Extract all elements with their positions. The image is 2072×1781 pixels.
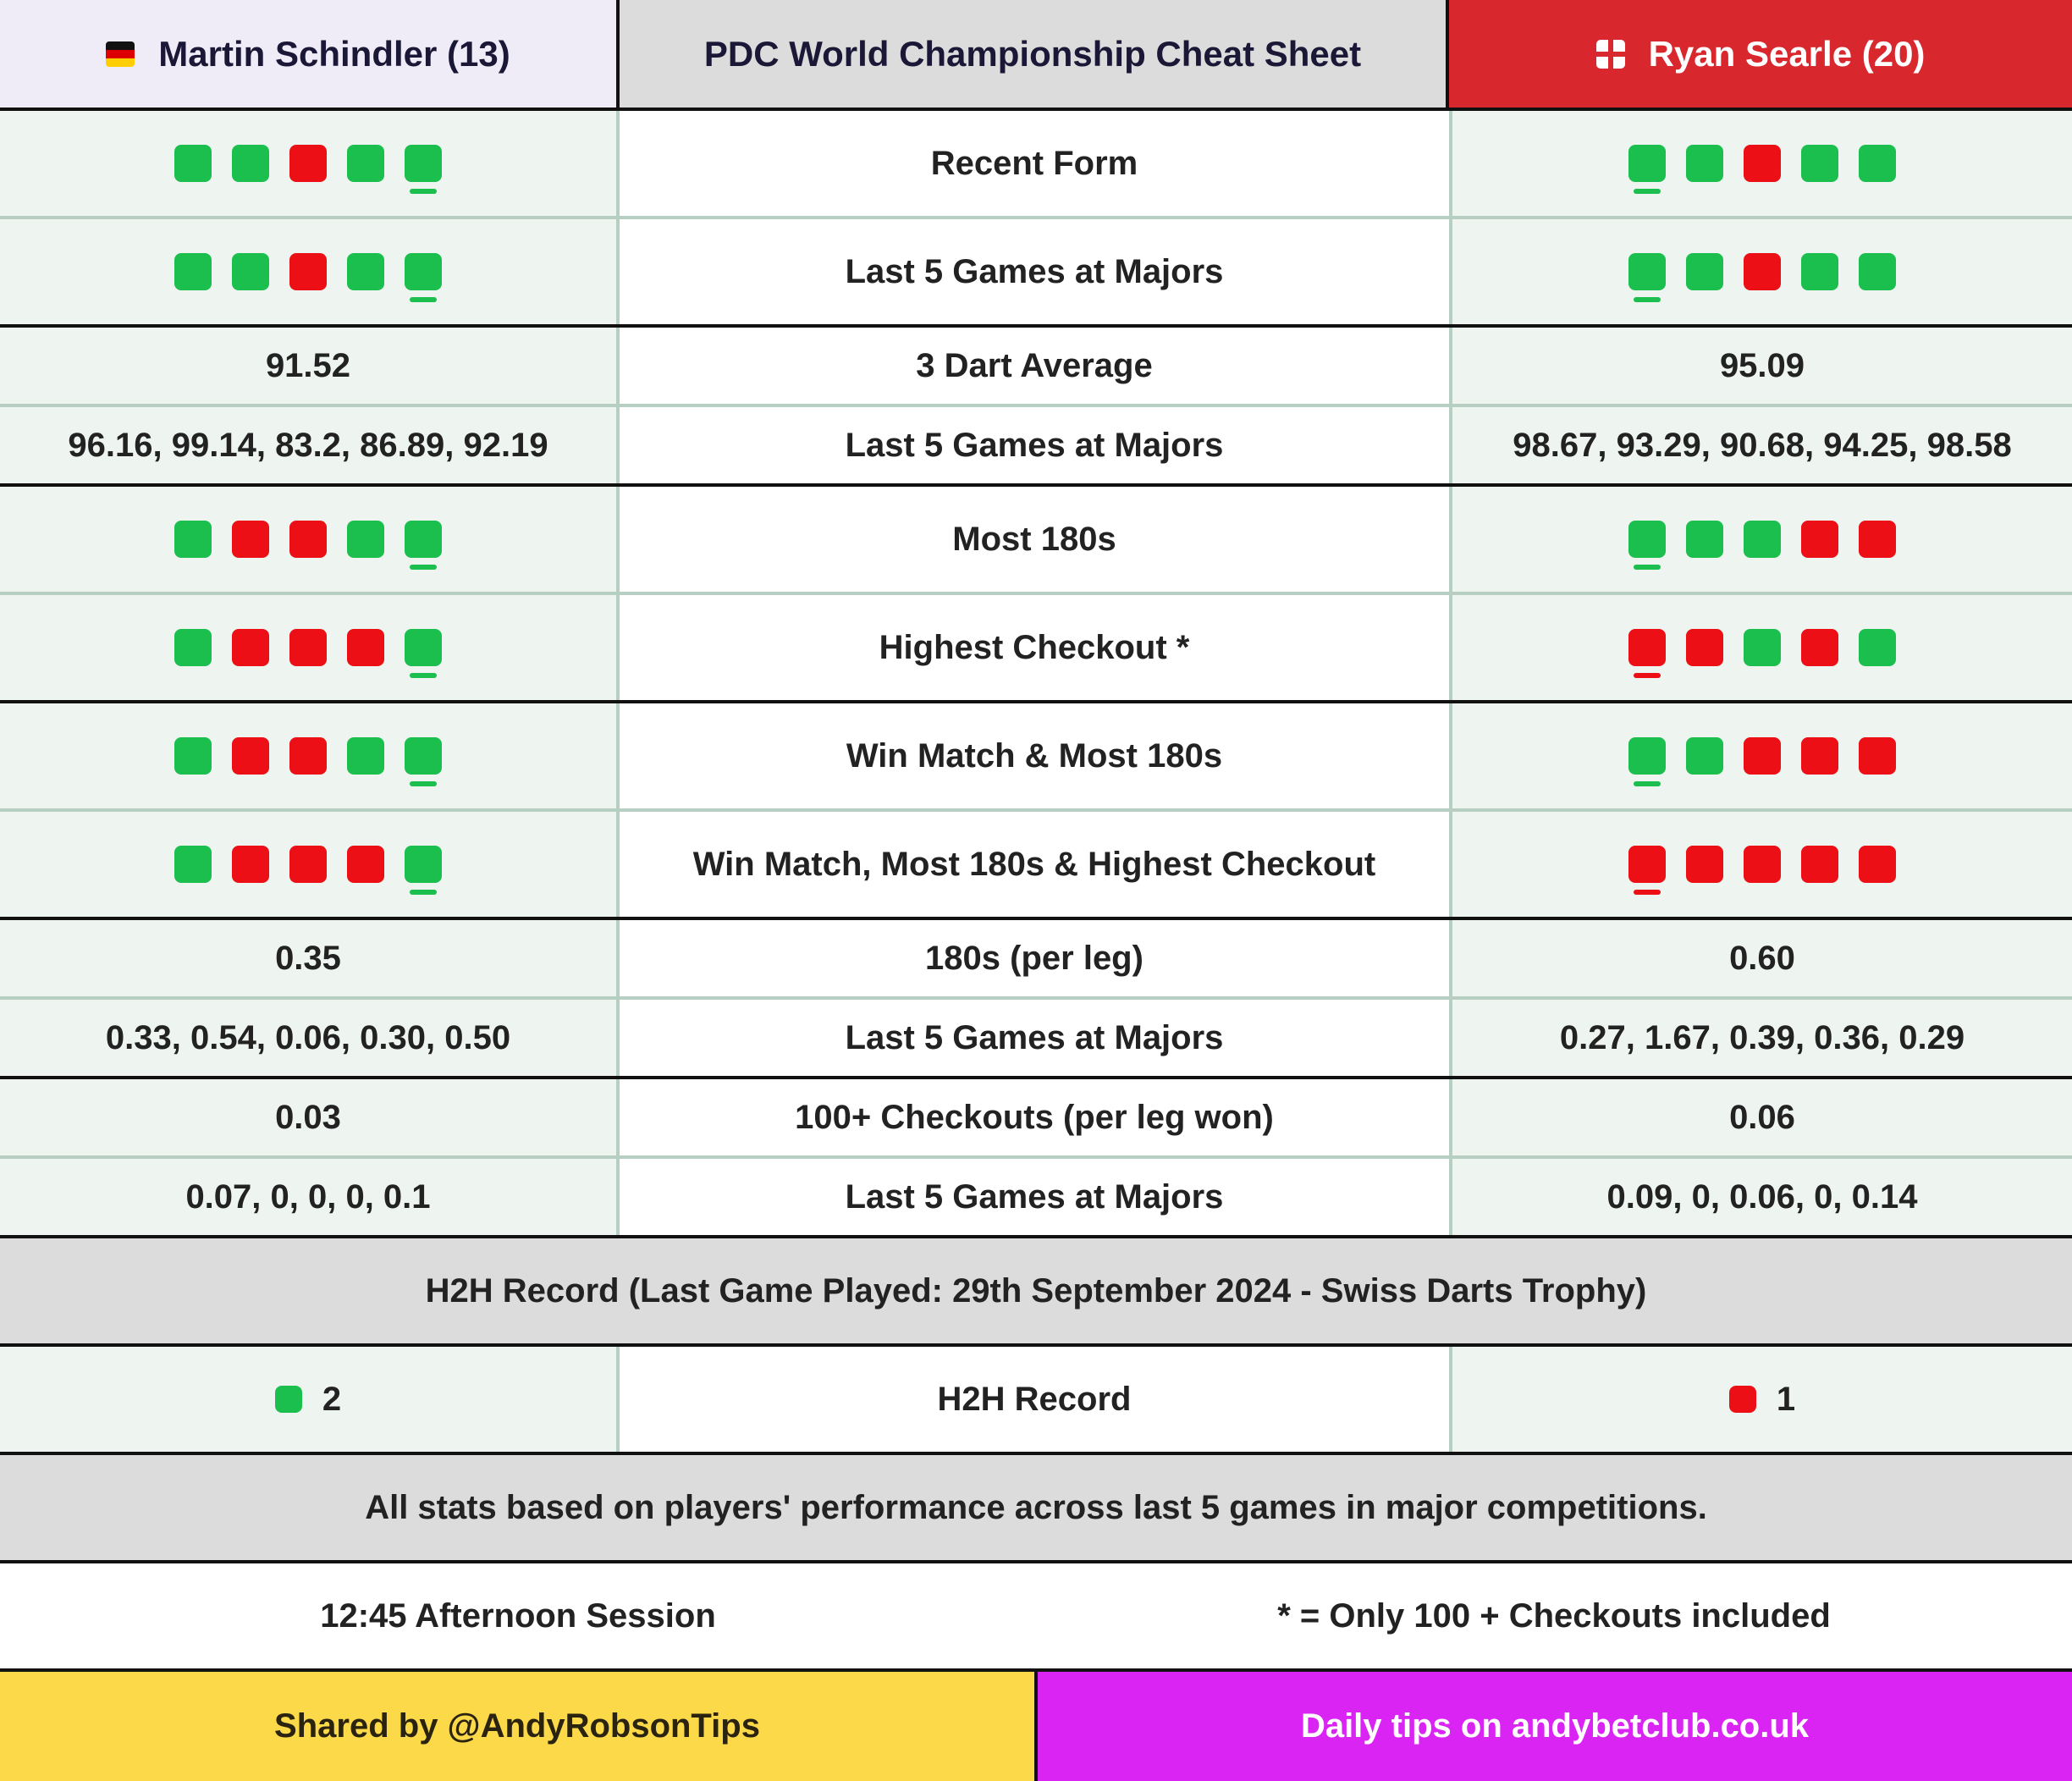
loss-square-icon	[1686, 846, 1723, 883]
win-square-icon	[1801, 145, 1838, 182]
stat-rows	[0, 111, 2072, 1238]
loss-square-icon	[1744, 737, 1781, 775]
loss-square-icon	[232, 846, 269, 883]
stat-row	[0, 111, 2072, 219]
shared-by-link[interactable]: Shared by @AndyRobsonTips	[0, 1672, 1038, 1781]
note-band-text: All stats based on players' performance across last 5 games in major competitions.	[365, 1488, 1707, 1526]
footer-promo-row	[0, 1672, 2072, 1781]
h2h-label: H2H Record	[620, 1347, 1449, 1452]
stat-row	[0, 1159, 2072, 1238]
win-square-icon	[1686, 145, 1723, 182]
left-stat-value: 0.03	[275, 1098, 341, 1136]
h2h-left-value: 2	[322, 1380, 342, 1418]
left-stat	[0, 1000, 620, 1076]
loss-square-icon	[289, 846, 327, 883]
sheet-title: PDC World Championship Cheat Sheet	[620, 0, 1449, 108]
left-stat-value: 0.35	[275, 939, 341, 977]
win-square-icon	[405, 521, 442, 558]
right-stat	[1449, 1079, 2072, 1155]
stat-row	[0, 812, 2072, 920]
loss-square-icon	[289, 629, 327, 666]
right-form-squares	[1449, 487, 2072, 592]
session-text: 12:45 Afternoon Session	[320, 1596, 716, 1635]
right-stat-value: 0.09, 0, 0.06, 0, 0.14	[1606, 1177, 1918, 1216]
right-stat	[1449, 1000, 2072, 1076]
stat-row	[0, 407, 2072, 487]
loss-square-icon	[1628, 629, 1666, 666]
right-form-squares	[1449, 219, 2072, 324]
loss-square-icon	[1686, 629, 1723, 666]
h2h-left	[0, 1347, 620, 1452]
win-square-icon	[347, 253, 384, 290]
win-square-icon	[174, 521, 212, 558]
loss-square-icon	[289, 737, 327, 775]
win-square-icon	[347, 737, 384, 775]
left-stat	[0, 920, 620, 996]
win-square-icon	[1744, 629, 1781, 666]
note-band	[0, 1455, 2072, 1563]
stat-label: 100+ Checkouts (per leg won)	[620, 1079, 1449, 1155]
stat-label: Last 5 Games at Majors	[620, 407, 1449, 483]
win-square-icon	[405, 629, 442, 666]
loss-square-icon	[1729, 1386, 1756, 1413]
stat-row	[0, 328, 2072, 407]
loss-square-icon	[289, 145, 327, 182]
loss-square-icon	[1801, 629, 1838, 666]
right-stat-value: 0.06	[1729, 1098, 1795, 1136]
stat-label: Most 180s	[620, 487, 1449, 592]
left-player-header	[0, 0, 620, 108]
h2h-right	[1449, 1347, 2072, 1452]
h2h-row	[0, 1347, 2072, 1455]
win-square-icon	[1628, 737, 1666, 775]
stat-label: 180s (per leg)	[620, 920, 1449, 996]
win-square-icon	[405, 145, 442, 182]
left-stat-value: 91.52	[265, 346, 351, 384]
win-square-icon	[1628, 253, 1666, 290]
stat-label: Highest Checkout *	[620, 595, 1449, 700]
win-square-icon	[1859, 253, 1896, 290]
right-stat	[1449, 328, 2072, 404]
footnote-text: * = Only 100 + Checkouts included	[1277, 1596, 1831, 1635]
left-stat-value: 0.07, 0, 0, 0, 0.1	[185, 1177, 431, 1216]
win-square-icon	[1686, 521, 1723, 558]
stat-row	[0, 1079, 2072, 1159]
england-flag-icon	[1596, 40, 1625, 69]
right-player-header	[1449, 0, 2072, 108]
left-stat	[0, 328, 620, 404]
win-square-icon	[405, 846, 442, 883]
h2h-right-value: 1	[1776, 1380, 1796, 1418]
win-square-icon	[174, 737, 212, 775]
loss-square-icon	[1859, 737, 1896, 775]
win-square-icon	[1686, 253, 1723, 290]
germany-flag-icon	[106, 41, 135, 67]
win-square-icon	[174, 253, 212, 290]
h2h-band-text: H2H Record (Last Game Played: 29th September 2024 - Swiss Darts Trophy)	[425, 1271, 1647, 1310]
right-player-name: Ryan Searle (20)	[1648, 33, 1926, 74]
loss-square-icon	[1628, 846, 1666, 883]
left-stat-value: 96.16, 99.14, 83.2, 86.89, 92.19	[68, 426, 548, 464]
loss-square-icon	[1859, 846, 1896, 883]
loss-square-icon	[289, 253, 327, 290]
left-form-squares	[0, 219, 620, 324]
h2h-band	[0, 1238, 2072, 1347]
right-stat-value: 0.60	[1729, 939, 1795, 977]
left-stat	[0, 1079, 620, 1155]
left-form-squares	[0, 595, 620, 700]
loss-square-icon	[347, 846, 384, 883]
stat-row	[0, 595, 2072, 703]
loss-square-icon	[1801, 846, 1838, 883]
loss-square-icon	[232, 629, 269, 666]
right-stat-value: 95.09	[1719, 346, 1805, 384]
stat-label: 3 Dart Average	[620, 328, 1449, 404]
win-square-icon	[174, 846, 212, 883]
right-form-squares	[1449, 111, 2072, 216]
right-stat	[1449, 920, 2072, 996]
right-form-squares	[1449, 703, 2072, 808]
stat-label: Win Match & Most 180s	[620, 703, 1449, 808]
left-stat	[0, 1159, 620, 1235]
stat-label: Win Match, Most 180s & Highest Checkout	[620, 812, 1449, 917]
loss-square-icon	[289, 521, 327, 558]
win-square-icon	[1628, 145, 1666, 182]
win-square-icon	[1859, 629, 1896, 666]
stat-row	[0, 920, 2072, 1000]
stat-label: Recent Form	[620, 111, 1449, 216]
left-form-squares	[0, 111, 620, 216]
win-square-icon	[275, 1386, 302, 1413]
win-square-icon	[347, 145, 384, 182]
loss-square-icon	[1801, 521, 1838, 558]
win-square-icon	[1628, 521, 1666, 558]
stat-row	[0, 703, 2072, 812]
right-stat-value: 98.67, 93.29, 90.68, 94.25, 98.58	[1513, 426, 2012, 464]
left-form-squares	[0, 812, 620, 917]
loss-square-icon	[1744, 846, 1781, 883]
right-form-squares	[1449, 595, 2072, 700]
win-square-icon	[174, 629, 212, 666]
win-square-icon	[347, 521, 384, 558]
footer-info-row	[0, 1563, 2072, 1672]
loss-square-icon	[232, 521, 269, 558]
stat-label: Last 5 Games at Majors	[620, 1000, 1449, 1076]
win-square-icon	[232, 253, 269, 290]
left-stat	[0, 407, 620, 483]
left-form-squares	[0, 487, 620, 592]
right-stat-value: 0.27, 1.67, 0.39, 0.36, 0.29	[1559, 1018, 1965, 1056]
right-stat	[1449, 1159, 2072, 1235]
loss-square-icon	[1744, 145, 1781, 182]
win-square-icon	[1859, 145, 1896, 182]
left-stat-value: 0.33, 0.54, 0.06, 0.30, 0.50	[105, 1018, 511, 1056]
stat-label: Last 5 Games at Majors	[620, 219, 1449, 324]
loss-square-icon	[1859, 521, 1896, 558]
left-form-squares	[0, 703, 620, 808]
right-stat	[1449, 407, 2072, 483]
win-square-icon	[1686, 737, 1723, 775]
stat-row	[0, 219, 2072, 328]
win-square-icon	[405, 253, 442, 290]
left-player-name: Martin Schindler (13)	[158, 33, 510, 74]
header-row	[0, 0, 2072, 111]
daily-tips-link[interactable]: Daily tips on andybetclub.co.uk	[1038, 1672, 2072, 1781]
stat-row	[0, 1000, 2072, 1079]
win-square-icon	[1744, 521, 1781, 558]
win-square-icon	[405, 737, 442, 775]
win-square-icon	[232, 145, 269, 182]
right-form-squares	[1449, 812, 2072, 917]
win-square-icon	[1801, 253, 1838, 290]
stat-row	[0, 487, 2072, 595]
win-square-icon	[174, 145, 212, 182]
loss-square-icon	[232, 737, 269, 775]
loss-square-icon	[347, 629, 384, 666]
loss-square-icon	[1801, 737, 1838, 775]
loss-square-icon	[1744, 253, 1781, 290]
stat-label: Last 5 Games at Majors	[620, 1159, 1449, 1235]
